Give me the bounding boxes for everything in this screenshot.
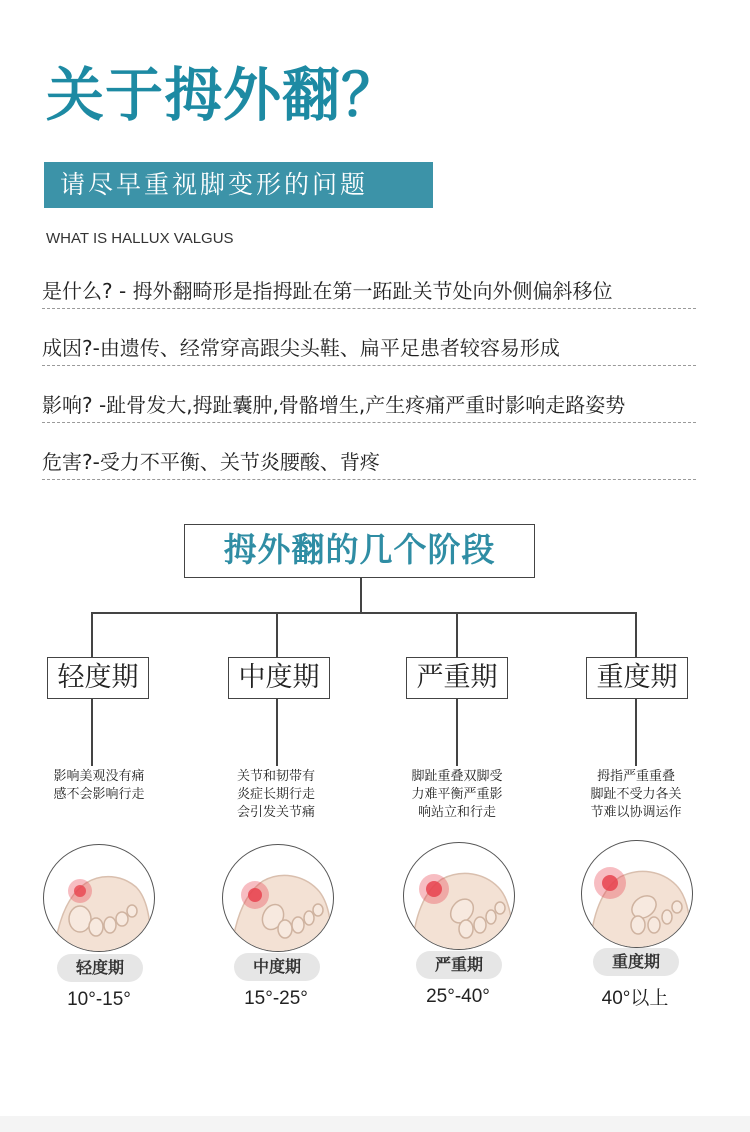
stage-desc-severe [561, 768, 711, 822]
connector-drop-3 [456, 612, 458, 657]
stage-desc-serious [382, 768, 532, 822]
stage-angle-moderate: 15°-25° [244, 988, 308, 1009]
connector-trunk [360, 578, 362, 612]
stage-pill-moderate: 中度期 [234, 953, 320, 981]
desc-line: 节难以协调运作 [590, 805, 682, 820]
stage-line-1 [91, 699, 93, 766]
connector-horizontal [91, 612, 636, 614]
desc-line: 炎症长期行走 [236, 787, 315, 802]
bottom-divider [0, 1116, 750, 1132]
stage-line-2 [276, 699, 278, 766]
stage-line-3 [456, 699, 458, 766]
connector-drop-4 [635, 612, 637, 657]
stage-angle-serious: 25°-40° [426, 986, 490, 1007]
desc-line: 会引发关节痛 [236, 805, 315, 820]
info-what: 是什么? - 拇外翻畸形是指拇趾在第一跖趾关节处向外侧偏斜移位 [42, 276, 696, 309]
desc-line: 拇指严重重叠 [596, 769, 675, 784]
foot-illustration-severe [581, 840, 693, 948]
stage-pill-mild: 轻度期 [57, 954, 143, 982]
stage-angle-mild: 10°-15° [67, 989, 131, 1010]
connector-drop-2 [276, 612, 278, 657]
stage-angle-severe: 40°以上 [601, 988, 669, 1009]
stages-title: 拇外翻的几个阶段 [184, 524, 535, 578]
foot-illustration-serious [403, 842, 515, 950]
stage-pill-serious: 严重期 [416, 951, 502, 979]
page-title: 关于拇外翻？ [46, 61, 401, 129]
stage-box-mild: 轻度期 [47, 657, 149, 699]
desc-line: 关节和韧带有 [236, 769, 315, 784]
desc-line: 感不会影响行走 [53, 787, 145, 802]
foot-illustration-moderate [222, 844, 334, 952]
stage-box-serious: 严重期 [406, 657, 508, 699]
info-cause: 成因?-由遗传、经常穿高跟尖头鞋、扁平足患者较容易形成 [42, 333, 696, 366]
desc-line: 脚趾重叠双脚受 [411, 769, 503, 784]
stage-line-4 [635, 699, 637, 766]
info-harm: 危害?-受力不平衡、关节炎腰酸、背疼 [42, 447, 696, 480]
foot-illustration-mild [43, 844, 155, 952]
desc-line: 影响美观没有痛 [53, 769, 145, 784]
connector-drop-1 [91, 612, 93, 657]
info-impact: 影响? -趾骨发大,拇趾囊肿,骨骼增生,产生疼痛严重时影响走路姿势 [42, 390, 696, 423]
stage-desc-moderate [201, 768, 351, 822]
stage-box-severe: 重度期 [586, 657, 688, 699]
stage-pill-severe: 重度期 [593, 948, 679, 976]
desc-line: 响站立和行走 [417, 805, 496, 820]
stage-box-moderate: 中度期 [228, 657, 330, 699]
stage-desc-mild [24, 768, 174, 804]
desc-line: 力难平衡严重影 [411, 787, 503, 802]
english-subtitle: WHAT IS HALLUX VALGUS [46, 230, 234, 247]
subtitle-banner: 请尽早重视脚变形的问题 [44, 162, 433, 208]
desc-line: 脚趾不受力各关 [590, 787, 682, 802]
